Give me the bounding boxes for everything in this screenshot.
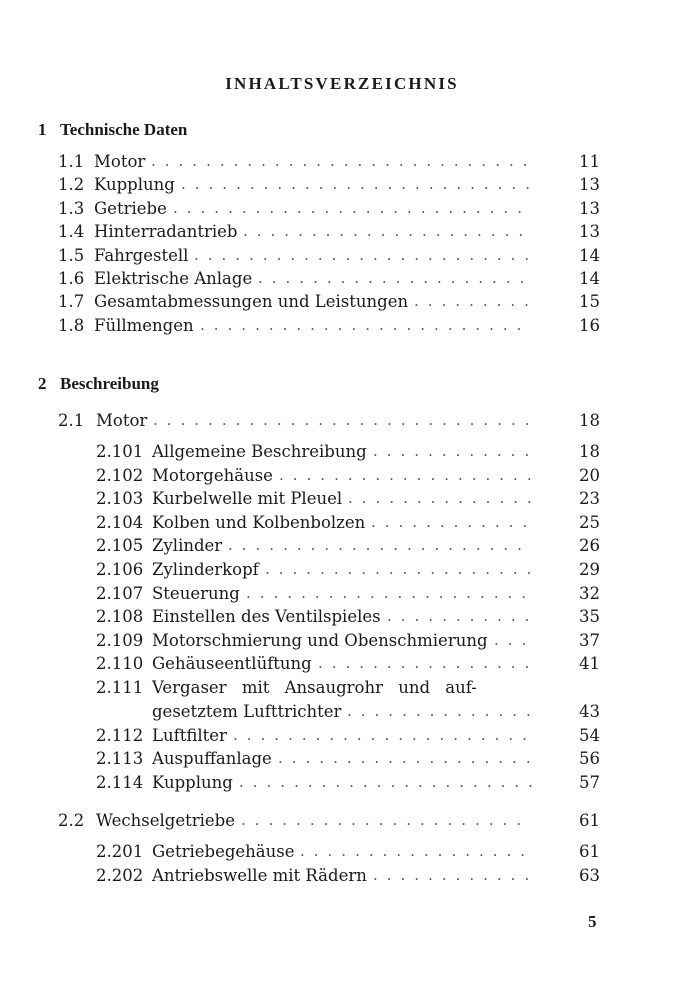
toc-entry-2-106 [96,560,600,583]
entry-title: Zylinder [152,536,223,556]
toc-entry-2-113 [96,749,600,772]
entry-page: 57 [579,772,600,792]
entry-page: 14 [579,245,600,265]
toc-entry-2-102 [96,466,600,489]
entry-number: 2.110 [96,654,144,674]
toc-entry-1-2 [58,175,600,198]
leader-dots: ... [494,630,536,649]
page-number: 5 [588,912,597,931]
entry-number: 2.112 [96,725,144,745]
entry-title: Füllmengen [94,315,194,335]
entry-page: 61 [579,811,600,830]
entry-page: 20 [579,465,600,485]
entry-title: Elektrische Anlage [94,269,253,288]
leader-dots: ................. [300,842,535,860]
entry-page: 41 [579,654,600,674]
entry-page: 29 [579,560,600,579]
entry-number: 1.8 [58,315,85,335]
toc-entry-2-105 [96,536,600,559]
entry-page: 14 [579,269,600,288]
entry-page: 63 [579,866,600,885]
leader-dots: ............................ [153,411,539,429]
toc-entry-1-5 [58,246,600,269]
entry-number: 2.104 [96,512,144,532]
entry-page: 18 [579,442,600,461]
entry-page: 16 [579,315,600,335]
entry-title: Motorgehäuse [152,465,273,485]
entry-page: 18 [579,411,600,430]
entry-title: Gehäuseentlüftung [152,654,312,674]
toc-entry-2-112 [96,726,600,749]
leader-dots: ........................ [200,315,531,334]
leader-dots: ............ [371,512,537,531]
page-title: INHALTSVERZEICHNIS [225,74,459,93]
entry-page: 56 [579,749,600,769]
toc-entry-2-202 [96,866,600,889]
leader-dots: ...................... [228,536,531,555]
entry-title: Allgemeine Beschreibung [152,442,367,461]
leader-dots: ..................... [243,222,533,241]
entry-title: Getriebe [94,198,167,218]
entry-title: Kolben und Kolbenbolzen [152,512,366,532]
leader-dots: ............ [373,442,539,460]
leader-dots: ...................... [239,772,542,791]
entry-number: 2.108 [96,607,144,627]
leader-dots: ........... [387,607,539,626]
toc-entry-1-3 [58,199,600,222]
toc-entry-2-104 [96,513,600,536]
leader-dots: ...................... [233,725,536,744]
entry-number: 2.105 [96,536,144,556]
entry-page: 37 [579,630,600,650]
leader-dots: ..................... [246,583,536,602]
toc-entry-1-6 [58,269,600,292]
leader-dots: .............. [348,489,541,508]
section-1-heading: Technische Daten [60,120,188,139]
entry-page: 13 [579,175,600,195]
entry-number: 2.103 [96,489,144,509]
leader-dots: .................... [258,269,534,287]
entry-title: Motor [94,152,146,171]
entry-title: Motor [96,411,148,430]
entry-title: Kupplung [94,175,175,195]
toc-entry-1-7 [58,292,600,315]
entry-page: 61 [579,842,600,861]
entry-number: 2.1 [58,411,85,430]
toc-subsection-2-2 [58,811,600,834]
entry-title: Wechselgetriebe [96,811,235,830]
entry-page: 11 [579,152,600,171]
toc-entry-2-103 [96,489,600,512]
entry-title: Antriebswelle mit Rädern [152,866,367,885]
entry-title: Getriebegehäuse [152,842,295,861]
entry-title: gesetztem Lufttrichter [152,702,342,721]
entry-title: Vergaser mit Ansaugrohr und auf- [152,678,477,697]
section-1-number: 1 [38,120,47,139]
entry-title: Steuerung [152,583,240,603]
entry-page: 35 [579,607,600,627]
toc-subsection-2-1 [58,411,600,434]
entry-number: 2.114 [96,772,144,792]
toc-entry-1-4 [58,222,600,245]
toc-entry-2-107 [96,584,600,607]
entry-page: 13 [579,198,600,218]
toc-entry-1-1 [58,152,600,175]
entry-number: 2.102 [96,465,144,485]
toc-entry-2-111-line1 [96,678,600,701]
entry-title: Gesamtabmessungen und Leistungen [94,292,409,312]
leader-dots: ..................... [241,811,531,829]
toc-entry-2-111-line2 [96,702,600,725]
entry-page: 54 [579,725,600,745]
toc-entry-2-108 [96,607,600,630]
leader-dots: ......................... [194,245,539,264]
entry-page: 32 [579,583,600,603]
toc-entry-2-110 [96,654,600,677]
toc-entry-1-8 [58,316,600,339]
leader-dots: .......................... [173,198,531,217]
leader-dots: ............ [373,866,539,884]
leader-dots: ............................ [151,152,537,170]
leader-dots: ......... [414,292,538,311]
entry-title: Motorschmierung und Obenschmierung [152,630,488,650]
entry-title: Auspuffanlage [152,749,272,769]
entry-title: Zylinderkopf [152,560,259,579]
leader-dots: ................... [279,465,541,484]
entry-number: 2.201 [96,842,144,861]
entry-title: Luftfilter [152,725,227,745]
entry-page: 43 [579,702,600,721]
entry-title: Einstellen des Ventilspieles [152,607,381,627]
entry-number: 2.2 [58,811,85,830]
entry-title: Kupplung [152,772,233,792]
entry-page: 25 [579,512,600,532]
leader-dots: ................ [318,654,539,673]
leader-dots: ................... [278,749,540,768]
section-2-heading: Beschreibung [60,374,159,393]
entry-page: 26 [579,536,600,556]
entry-number: 2.101 [96,442,144,461]
entry-number: 2.111 [96,678,144,697]
leader-dots: .............. [347,702,540,720]
entry-number: 1.7 [58,292,85,312]
entry-number: 2.202 [96,866,144,885]
toc-entry-2-109 [96,631,600,654]
entry-title: Fahrgestell [94,245,189,265]
entry-page: 15 [579,292,600,312]
leader-dots: .................... [265,560,541,578]
entry-number: 1.4 [58,222,85,242]
toc-entry-2-114 [96,773,600,796]
section-2-number: 2 [38,374,47,393]
entry-number: 2.106 [96,560,144,579]
entry-page: 23 [579,489,600,509]
toc-entry-2-201 [96,842,600,865]
entry-number: 1.5 [58,245,85,265]
entry-number: 2.113 [96,749,144,769]
entry-title: Hinterradantrieb [94,222,238,242]
entry-number: 1.1 [58,152,85,171]
entry-number: 1.2 [58,175,85,195]
entry-number: 2.107 [96,583,144,603]
entry-page: 13 [579,222,600,242]
entry-number: 1.6 [58,269,85,288]
leader-dots: .......................... [181,175,539,194]
entry-number: 1.3 [58,198,85,218]
entry-number: 2.109 [96,630,144,650]
toc-entry-2-101 [96,442,600,465]
entry-title: Kurbelwelle mit Pleuel [152,489,343,509]
